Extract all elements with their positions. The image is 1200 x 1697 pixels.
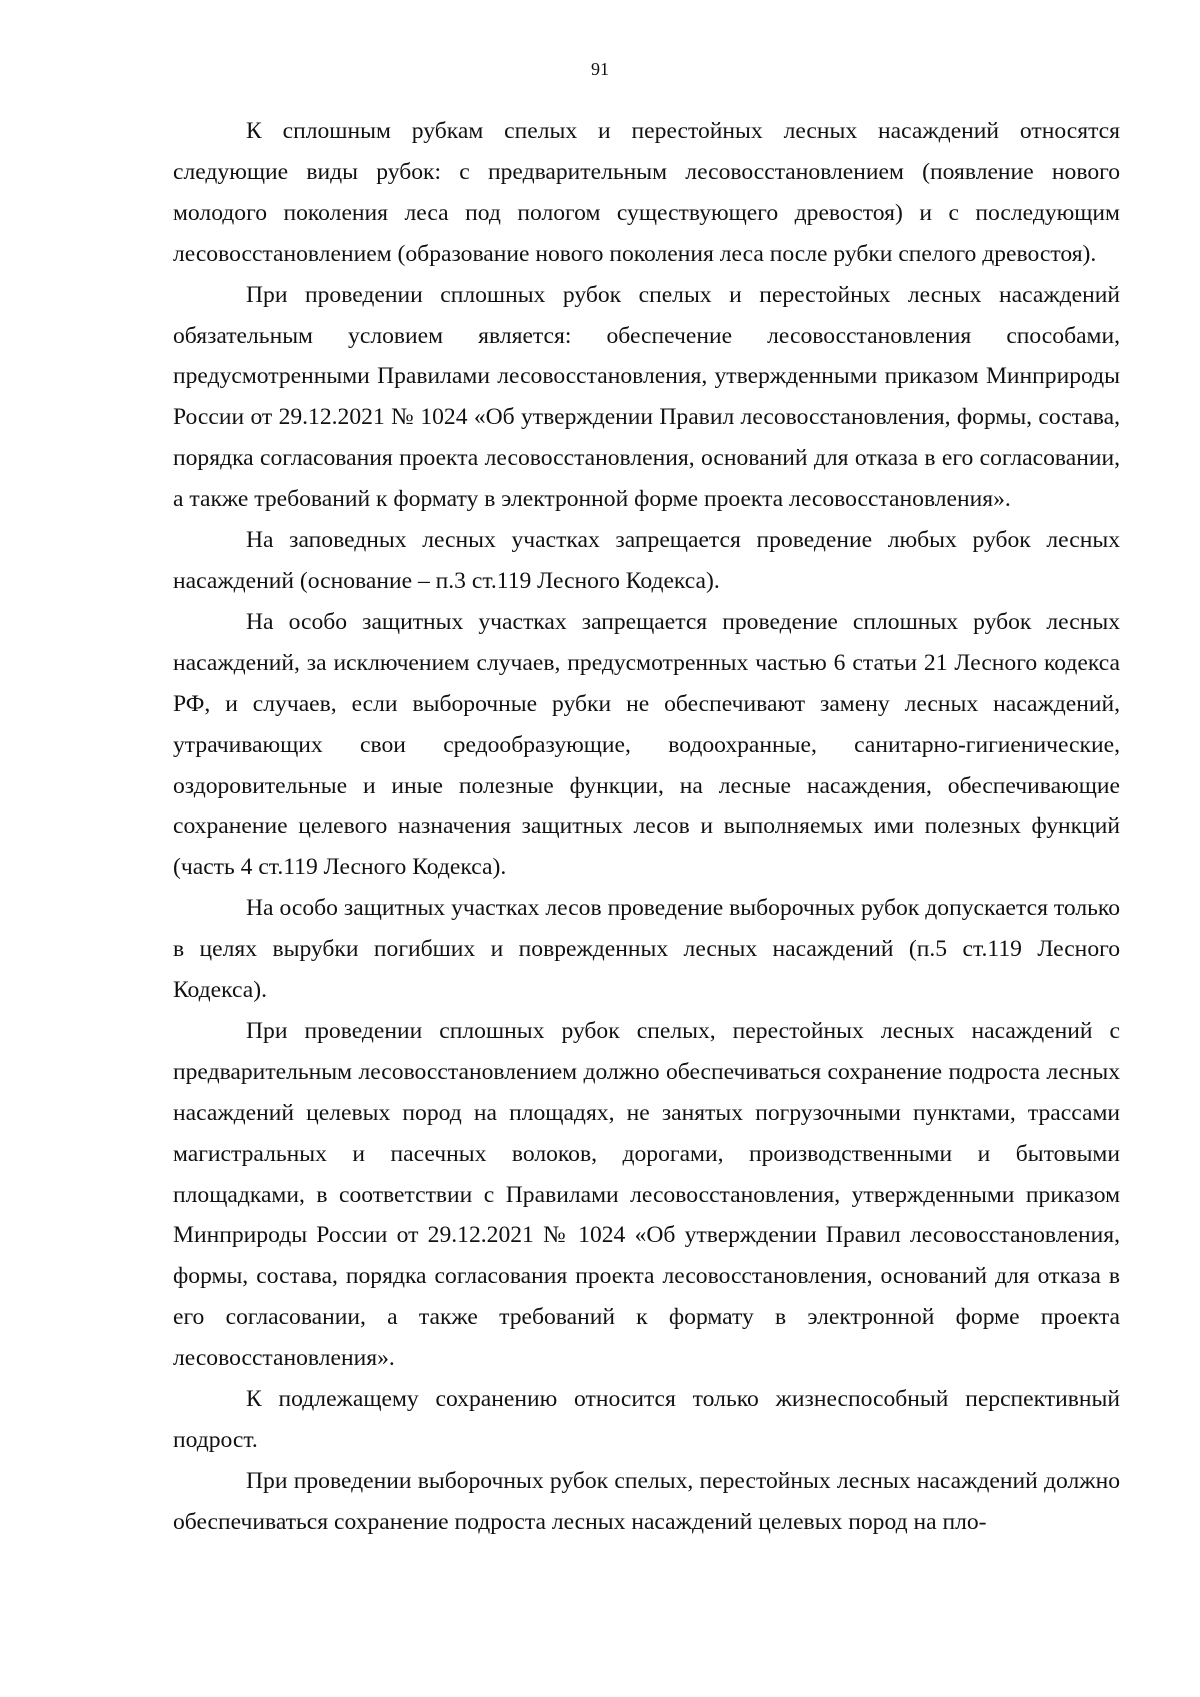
paragraph-clear-cutting-types: К сплошным рубкам спелых и перестойных лесных насаждений относятся следующие виды рубок: с предварительным лесовосстановлением (появление нового молодого поколения леса под пологом существующего древостоя) и с последующим лесовосстановлением (образование нового поколения леса после рубки спелого древостоя). xyxy=(173,118,1120,267)
paragraph-protective-plots-selective-cutting: На особо защитных участках лесов проведение выборочных рубок допускается только в целях вырубки погибших и поврежденных лесных насаждений (п.5 ст.119 Лесного Кодекса). xyxy=(173,895,1120,1004)
page-number: 91 xyxy=(591,59,609,79)
body-text xyxy=(173,111,1120,1543)
paragraph-undergrowth-preservation-clear-cutting: При проведении сплошных рубок спелых, перестойных лесных насаждений с предварительным лесовосстановлением должно обеспечиваться сохранение подроста лесных насаждений целевых пород на площадях, не занятых погрузочными пунктами, трассами магистральных и пасечных волоков, дорогами, производственными и бытовыми площадками, в соответствии с Правилами лесовосстановления, утвержденными приказом Минприроды России от 29.12.2021 № 1024 «Об утверждении Правил лесовосстановления, формы, состава, порядка согласования проекта лесовосстановления, оснований для отказа в его согласовании, а также требований к формату в электронной форме проекта лесовосстановления». xyxy=(173,1017,1120,1372)
paragraph-clear-cutting-condition: При проведении сплошных рубок спелых и перестойных лесных насаждений обязательным условием является: обеспечение лесовосстановления способами, предусмотренными Правилами лесовосстановления, утвержденными приказом Минприроды России от 29.12.2021 № 1024 «Об утверждении Правил лесовосстановления, формы, состава, порядка согласования проекта лесовосстановления, оснований для отказа в его согласовании, а также требований к формату в электронной форме проекта лесовосстановления». xyxy=(173,281,1120,513)
paragraph-protective-plots-clear-cutting: На особо защитных участках запрещается проведение сплошных рубок лесных насаждений, за исключением случаев, предусмотренных частью 6 статьи 21 Лесного кодекса РФ, и случаев, если выборочные рубки не обеспечивают замену лесных насаждений, утрачивающих свои средообразующие, водоохранные, санитарно-гигиенические, оздоровительные и иные полезные функции, на лесные насаждения, обеспечивающие сохранение целевого назначения защитных лесов и выполняемых ими полезных функций (часть 4 ст.119 Лесного Кодекса). xyxy=(173,608,1120,881)
paragraph-viable-undergrowth: К подлежащему сохранению относится только жизнеспособный перспективный подрост. xyxy=(173,1386,1120,1453)
paragraph-reserved-plots: На заповедных лесных участках запрещается проведение любых рубок лесных насаждений (основание – п.3 ст.119 Лесного Кодекса). xyxy=(173,527,1120,594)
paragraph-undergrowth-preservation-selective-cutting: При проведении выборочных рубок спелых, перестойных лесных насаждений должно обеспечиваться сохранение подроста лесных насаждений целевых пород на пло- xyxy=(173,1467,1120,1535)
